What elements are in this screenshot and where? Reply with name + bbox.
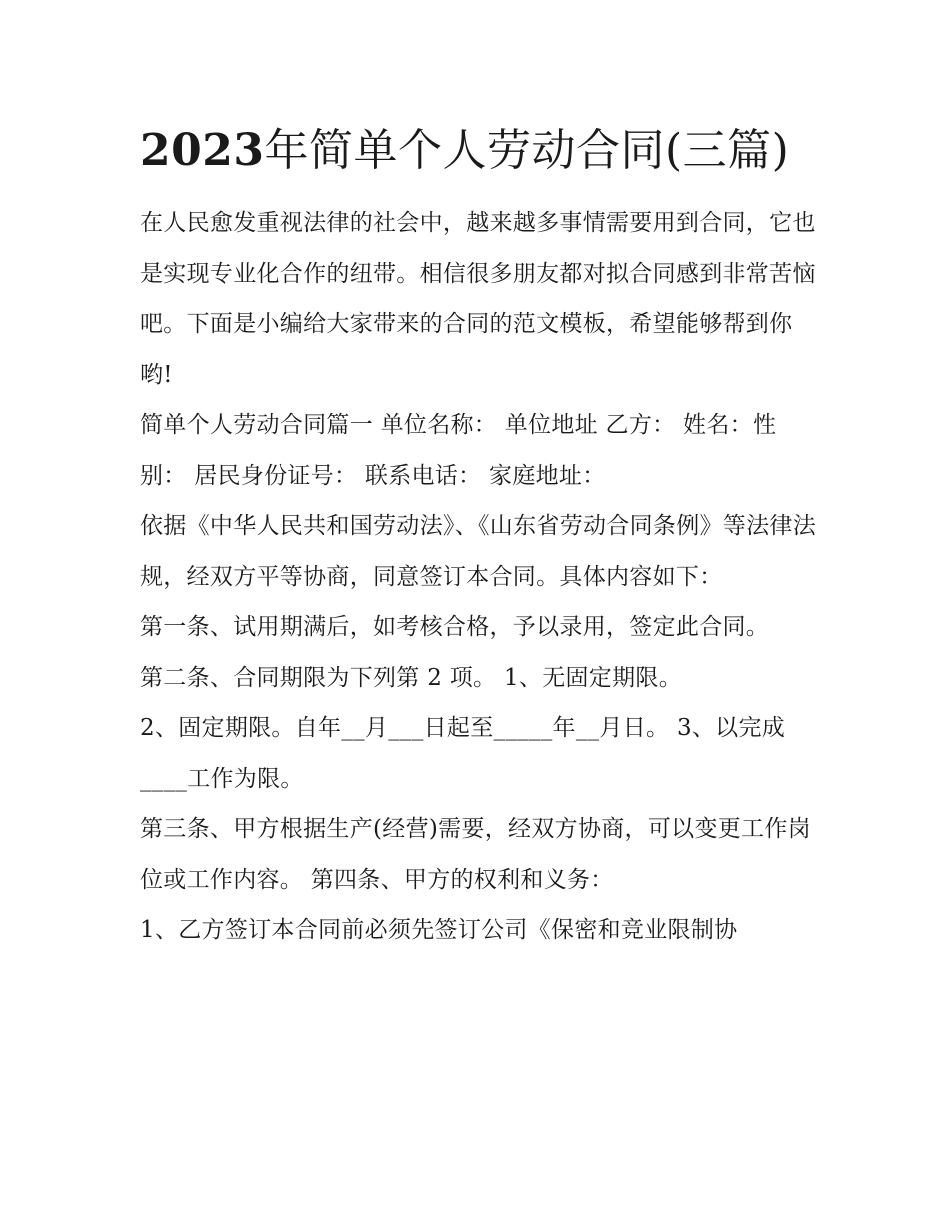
- article-2-term-paragraph: 2、固定期限。自年__月___日起至_____年__月日。 3、以完成____工作为限。: [140, 715, 786, 792]
- document-page: [140, 112, 820, 956]
- intro-paragraph: 在人民愈发重视法律的社会中，越来越多事情需要用到合同，它也是实现专业化合作的纽带。相信很多朋友都对拟合同感到非常苦恼吧。下面是小编给大家带来的合同的范文模板，希望能够帮到你哟!: [140, 210, 816, 388]
- title-text: 年简单个人劳动合同(三篇): [264, 125, 790, 176]
- article-3-4-paragraph: 第三条、甲方根据生产(经营)需要，经双方协商，可以变更工作岗位或工作内容。 第四条、甲方的权利和义务：: [140, 816, 811, 893]
- legal-basis-paragraph: 依据《中华人民共和国劳动法》、《山东省劳动合同条例》等法律法规，经双方平等协商，同意签订本合同。具体内容如下：: [140, 513, 816, 590]
- article-1-paragraph: 第一条、试用期满后，如考核合格，予以录用，签定此合同。: [140, 614, 770, 640]
- contract-parties-paragraph: 简单个人劳动合同篇一 单位名称： 单位地址 乙方： 姓名：性别： 居民身份证号： 联系电话： 家庭地址：: [140, 412, 777, 489]
- document-title: [140, 112, 820, 190]
- article-4-item-1-paragraph: 1、乙方签订本合同前必须先签订公司《保密和竞业限制协: [140, 917, 738, 943]
- article-2-paragraph: 第二条、合同期限为下列第 2 项。 1、无固定期限。: [140, 664, 682, 691]
- title-year: 2023: [140, 125, 265, 176]
